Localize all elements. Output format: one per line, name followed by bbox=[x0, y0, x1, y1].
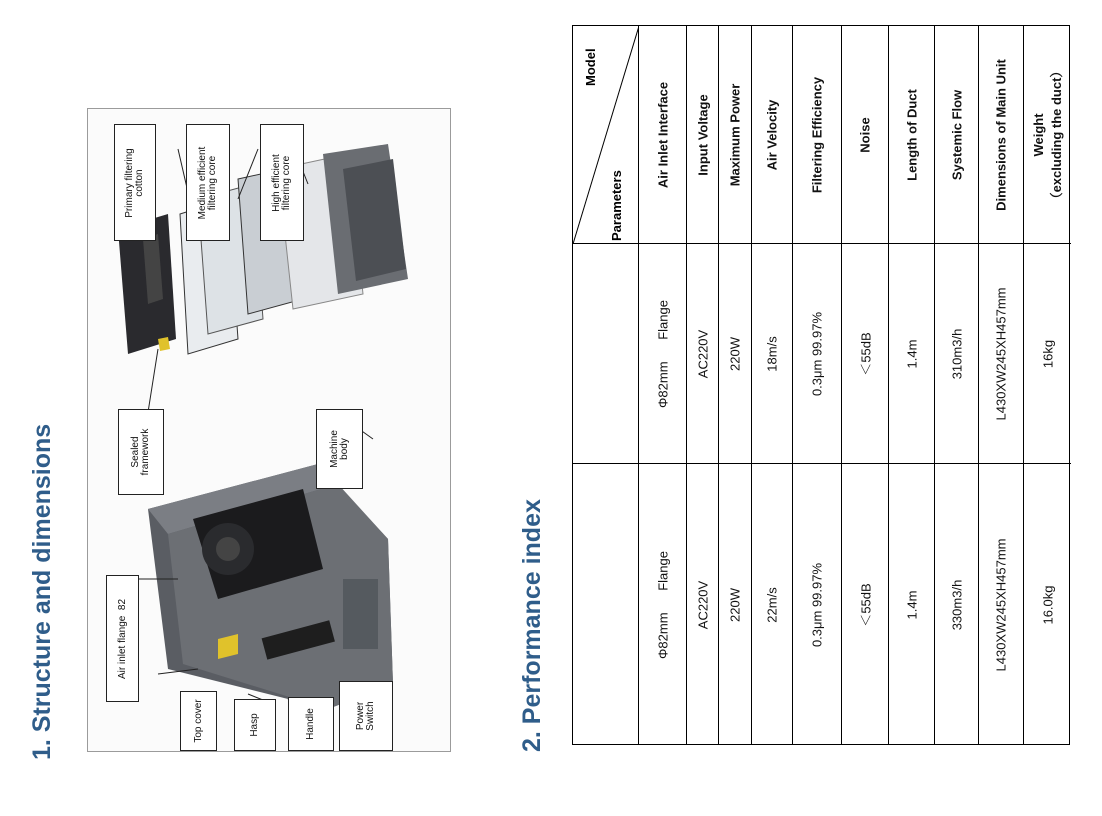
table-row bbox=[979, 26, 1024, 744]
label-handle: Handle bbox=[288, 697, 334, 751]
value-cell bbox=[752, 464, 792, 746]
value-cell bbox=[889, 464, 934, 746]
parameter-cell bbox=[842, 26, 888, 244]
value-cell bbox=[1024, 244, 1071, 464]
label-high-efficient-filtering-core: High efficient filtering core bbox=[260, 124, 304, 241]
table-row bbox=[935, 26, 979, 744]
parameter-value: AC220V bbox=[695, 580, 710, 630]
parameter-cell bbox=[793, 26, 841, 244]
parameter-cell bbox=[889, 26, 934, 244]
label-hasp: Hasp bbox=[234, 699, 276, 751]
parameter-label: Air Inlet Interface bbox=[655, 81, 670, 188]
parameter-cell bbox=[752, 26, 792, 244]
value-cell bbox=[639, 464, 686, 746]
label-primary-filtering-cotton: Primary filtering cotton bbox=[114, 124, 156, 241]
parameter-label: Filtering Efficiency bbox=[809, 76, 825, 193]
value-cell bbox=[842, 244, 888, 464]
parameter-value: 16kg bbox=[1040, 339, 1055, 368]
parameter-value: 330m3/h bbox=[949, 579, 964, 631]
label-power-switch: Power Switch bbox=[339, 681, 393, 751]
parameter-value: 310m3/h bbox=[949, 328, 964, 379]
parameter-cell bbox=[935, 26, 978, 244]
table-row bbox=[1024, 26, 1071, 744]
parameter-value: ＜55dB bbox=[858, 583, 874, 627]
table-row bbox=[889, 26, 935, 744]
parameter-value: 0.3μm 99.97% bbox=[809, 562, 825, 648]
structure-figure bbox=[87, 108, 451, 752]
parameter-value: AC220V bbox=[695, 329, 710, 378]
value-cell bbox=[687, 244, 718, 464]
value-cell bbox=[979, 464, 1023, 746]
table-row bbox=[752, 26, 793, 744]
parameter-label: Maximum Power bbox=[727, 83, 743, 186]
parameter-label: Weight （excluding the duct） bbox=[1030, 64, 1064, 205]
table-row bbox=[793, 26, 842, 744]
value-cell bbox=[752, 244, 792, 464]
parameter-value: 220W bbox=[727, 588, 743, 622]
header-model-label: Model bbox=[583, 48, 598, 86]
table-corner-header bbox=[573, 26, 638, 244]
header-parameters-label: Parameters bbox=[609, 170, 624, 241]
parameter-value: 18m/s bbox=[764, 335, 780, 372]
table-header-column bbox=[573, 26, 639, 744]
model1-header bbox=[573, 244, 638, 464]
label-top-cover: Top cover bbox=[180, 691, 217, 751]
value-cell bbox=[639, 244, 686, 464]
value-cell bbox=[793, 464, 841, 746]
parameter-cell bbox=[719, 26, 751, 244]
value-cell bbox=[935, 464, 978, 746]
parameter-value: 22m/s bbox=[764, 587, 780, 623]
parameter-cell bbox=[687, 26, 718, 244]
section-heading-performance: 2. Performance index bbox=[518, 499, 546, 752]
machine-body-graphic bbox=[148, 464, 393, 709]
value-cell bbox=[1024, 464, 1071, 746]
value-cell bbox=[687, 464, 718, 746]
parameter-cell bbox=[639, 26, 686, 244]
value-cell bbox=[889, 244, 934, 464]
label-medium-efficient-filtering-core: Medium efficient filtering core bbox=[186, 124, 230, 241]
value-cell bbox=[719, 464, 751, 746]
parameter-value: 1.4m bbox=[904, 339, 919, 368]
value-cell bbox=[935, 244, 978, 464]
table-row bbox=[639, 26, 687, 744]
parameter-value: ＜55dB bbox=[858, 331, 874, 376]
parameter-label: Input Voltage bbox=[695, 93, 710, 176]
parameter-value: Φ82mm Flange bbox=[655, 551, 670, 659]
performance-table bbox=[572, 25, 1070, 745]
label-sealed-framework: Sealed framework bbox=[118, 409, 164, 495]
parameter-value: Φ82mm Flange bbox=[655, 299, 670, 408]
value-cell bbox=[842, 464, 888, 746]
parameter-label: Length of Duct bbox=[904, 88, 919, 181]
section-heading-structure: 1. Structure and dimensions bbox=[28, 423, 56, 760]
value-cell bbox=[793, 244, 841, 464]
parameter-label: Air Velocity bbox=[764, 99, 780, 170]
parameter-label: Dimensions of Main Unit bbox=[993, 58, 1009, 211]
parameter-value: 0.3μm 99.97% bbox=[809, 311, 825, 396]
parameter-label: Noise bbox=[857, 116, 873, 153]
parameter-value: 16.0kg bbox=[1040, 585, 1055, 625]
table-row bbox=[719, 26, 752, 744]
parameter-cell bbox=[1024, 26, 1071, 244]
parameter-label: Systemic Flow bbox=[949, 89, 964, 180]
value-cell bbox=[719, 244, 751, 464]
parameter-value: 1.4m bbox=[904, 590, 919, 620]
parameter-value: L430XW245XH457mm bbox=[993, 287, 1009, 420]
label-air-inlet-flange: Air inlet flange 82 bbox=[106, 575, 139, 702]
table-row bbox=[687, 26, 719, 744]
value-cell bbox=[979, 244, 1023, 464]
parameter-cell bbox=[979, 26, 1023, 244]
parameter-value: L430XW245XH457mm bbox=[993, 538, 1009, 672]
parameter-value: 220W bbox=[727, 336, 743, 371]
table-row bbox=[842, 26, 889, 744]
label-machine-body: Machine body bbox=[316, 409, 363, 489]
model2-header bbox=[573, 464, 638, 746]
